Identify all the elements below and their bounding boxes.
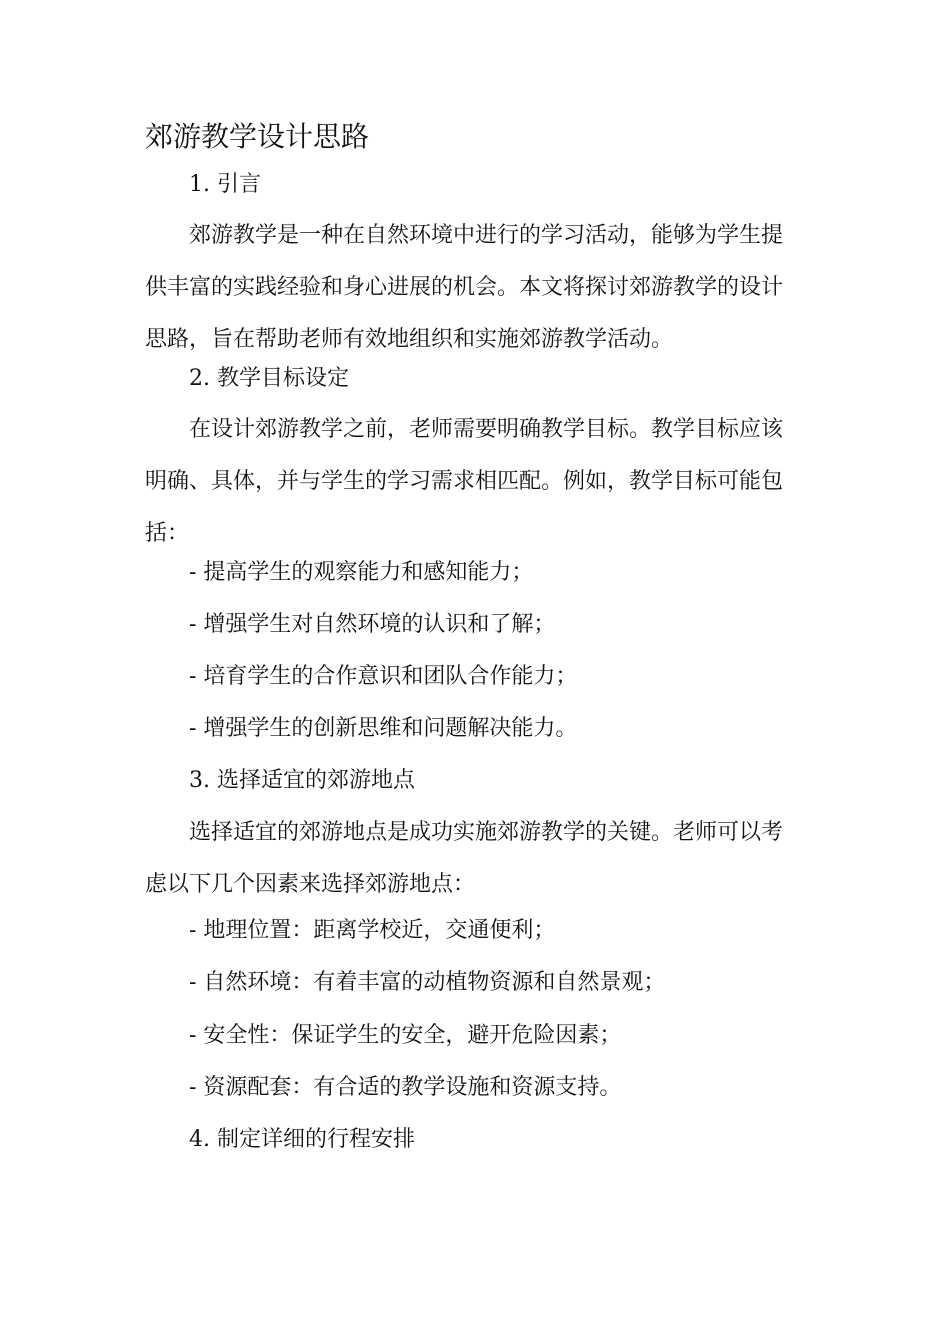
list-item: - 增强学生对自然环境的认识和了解； <box>189 612 556 637</box>
list-item: - 培育学生的合作意识和团队合作能力； <box>189 664 578 689</box>
list-item: - 资源配套：有合适的教学设施和资源支持。 <box>189 1075 622 1100</box>
paragraph-line: 明确、具体，并与学生的学习需求相匹配。例如，教学目标可能包 <box>145 469 784 494</box>
paragraph-line: 括： <box>145 521 190 546</box>
list-item: - 安全性：保证学生的安全，避开危险因素； <box>189 1023 622 1048</box>
paragraph-line: 思路，旨在帮助老师有效地组织和实施郊游教学活动。 <box>145 327 674 352</box>
list-item: - 提高学生的观察能力和感知能力； <box>189 560 534 585</box>
paragraph-line: 郊游教学是一种在自然环境中进行的学习活动，能够为学生提 <box>189 223 784 248</box>
paragraph <box>145 221 795 377</box>
paragraph-line: 选择适宜的郊游地点是成功实施郊游教学的关键。老师可以考 <box>189 820 784 845</box>
list-item: - 增强学生的创新思维和问题解决能力。 <box>189 716 578 741</box>
section-heading: 2. 教学目标设定 <box>189 366 349 391</box>
list-item: - 地理位置：距离学校近，交通便利； <box>189 918 556 943</box>
paragraph <box>145 415 795 571</box>
section-heading: 3. 选择适宜的郊游地点 <box>189 768 415 793</box>
document-title: 郊游教学设计思路 <box>145 120 370 153</box>
paragraph <box>145 818 795 922</box>
section-heading: 4. 制定详细的行程安排 <box>189 1127 415 1152</box>
paragraph-line: 在设计郊游教学之前，老师需要明确教学目标。教学目标应该 <box>189 417 784 442</box>
list-item: - 自然环境：有着丰富的动植物资源和自然景观； <box>189 970 666 995</box>
section-heading: 1. 引言 <box>189 172 261 197</box>
paragraph-line: 供丰富的实践经验和身心进展的机会。本文将探讨郊游教学的设计 <box>145 275 784 300</box>
paragraph-line: 虑以下几个因素来选择郊游地点： <box>145 872 476 897</box>
